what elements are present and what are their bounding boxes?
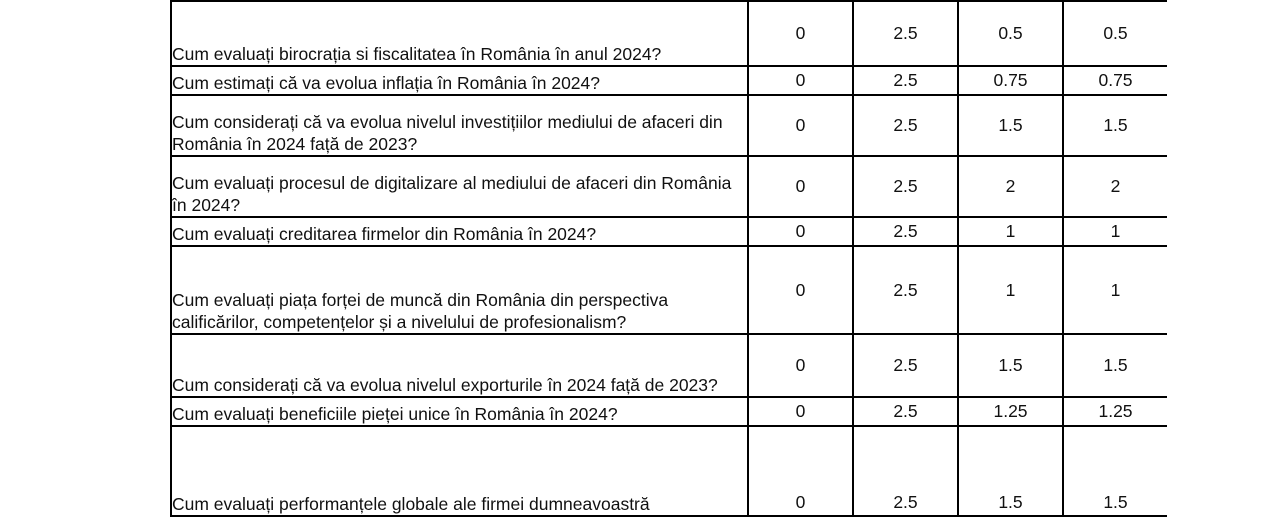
value-cell: 0.75 bbox=[958, 66, 1063, 95]
table-row bbox=[171, 246, 1167, 334]
value-cell: 0 bbox=[748, 66, 853, 95]
question-cell: Cum estimați că va evolua inflația în România în 2024? bbox=[171, 66, 748, 95]
value-cell: 1 bbox=[1063, 217, 1167, 246]
table-row bbox=[171, 217, 1167, 246]
table-row bbox=[171, 1, 1167, 66]
value-cell: 2.5 bbox=[853, 426, 958, 516]
value-cell: 0.5 bbox=[1063, 1, 1167, 66]
question-cell: Cum evaluați creditarea firmelor din România în 2024? bbox=[171, 217, 748, 246]
value-cell: 1.5 bbox=[1063, 334, 1167, 397]
value-cell: 2.5 bbox=[853, 66, 958, 95]
table-row bbox=[171, 156, 1167, 217]
value-cell: 0 bbox=[748, 426, 853, 516]
question-cell: Cum evaluați performanțele globale ale firmei dumneavoastră bbox=[171, 426, 748, 516]
table-row bbox=[171, 426, 1167, 516]
value-cell: 0.75 bbox=[1063, 66, 1167, 95]
value-cell: 2.5 bbox=[853, 246, 958, 334]
value-cell: 0 bbox=[748, 217, 853, 246]
value-cell: 1.5 bbox=[1063, 95, 1167, 156]
value-cell: 0 bbox=[748, 156, 853, 217]
table-row bbox=[171, 66, 1167, 95]
question-cell: Cum considerați că va evolua nivelul investițiilor mediului de afaceri din România în 2024 față de 2023? bbox=[171, 95, 748, 156]
value-cell: 2.5 bbox=[853, 95, 958, 156]
value-cell: 2.5 bbox=[853, 217, 958, 246]
value-cell: 0.5 bbox=[958, 1, 1063, 66]
value-cell: 1.25 bbox=[958, 397, 1063, 426]
question-cell: Cum evaluați procesul de digitalizare al mediului de afaceri din România în 2024? bbox=[171, 156, 748, 217]
value-cell: 1.5 bbox=[958, 95, 1063, 156]
value-cell: 1.5 bbox=[958, 334, 1063, 397]
value-cell: 2.5 bbox=[853, 397, 958, 426]
value-cell: 2 bbox=[958, 156, 1063, 217]
value-cell: 1 bbox=[958, 246, 1063, 334]
value-cell: 0 bbox=[748, 246, 853, 334]
survey-table bbox=[170, 0, 1167, 517]
table-row bbox=[171, 334, 1167, 397]
question-cell: Cum considerați că va evolua nivelul exporturile în 2024 față de 2023? bbox=[171, 334, 748, 397]
value-cell: 2.5 bbox=[853, 1, 958, 66]
table-row bbox=[171, 95, 1167, 156]
value-cell: 0 bbox=[748, 397, 853, 426]
question-cell: Cum evaluați birocrația si fiscalitatea în România în anul 2024? bbox=[171, 1, 748, 66]
value-cell: 2 bbox=[1063, 156, 1167, 217]
question-cell: Cum evaluați beneficiile pieței unice în România în 2024? bbox=[171, 397, 748, 426]
value-cell: 2.5 bbox=[853, 156, 958, 217]
question-cell: Cum evaluați piața forței de muncă din România din perspectiva calificărilor, competențelor și a nivelului de profesionalism? bbox=[171, 246, 748, 334]
value-cell: 0 bbox=[748, 95, 853, 156]
value-cell: 1 bbox=[958, 217, 1063, 246]
value-cell: 1.25 bbox=[1063, 397, 1167, 426]
table-row bbox=[171, 397, 1167, 426]
value-cell: 0 bbox=[748, 1, 853, 66]
value-cell: 0 bbox=[748, 334, 853, 397]
value-cell: 2.5 bbox=[853, 334, 958, 397]
value-cell: 1.5 bbox=[958, 426, 1063, 516]
value-cell: 1 bbox=[1063, 246, 1167, 334]
value-cell: 1.5 bbox=[1063, 426, 1167, 516]
